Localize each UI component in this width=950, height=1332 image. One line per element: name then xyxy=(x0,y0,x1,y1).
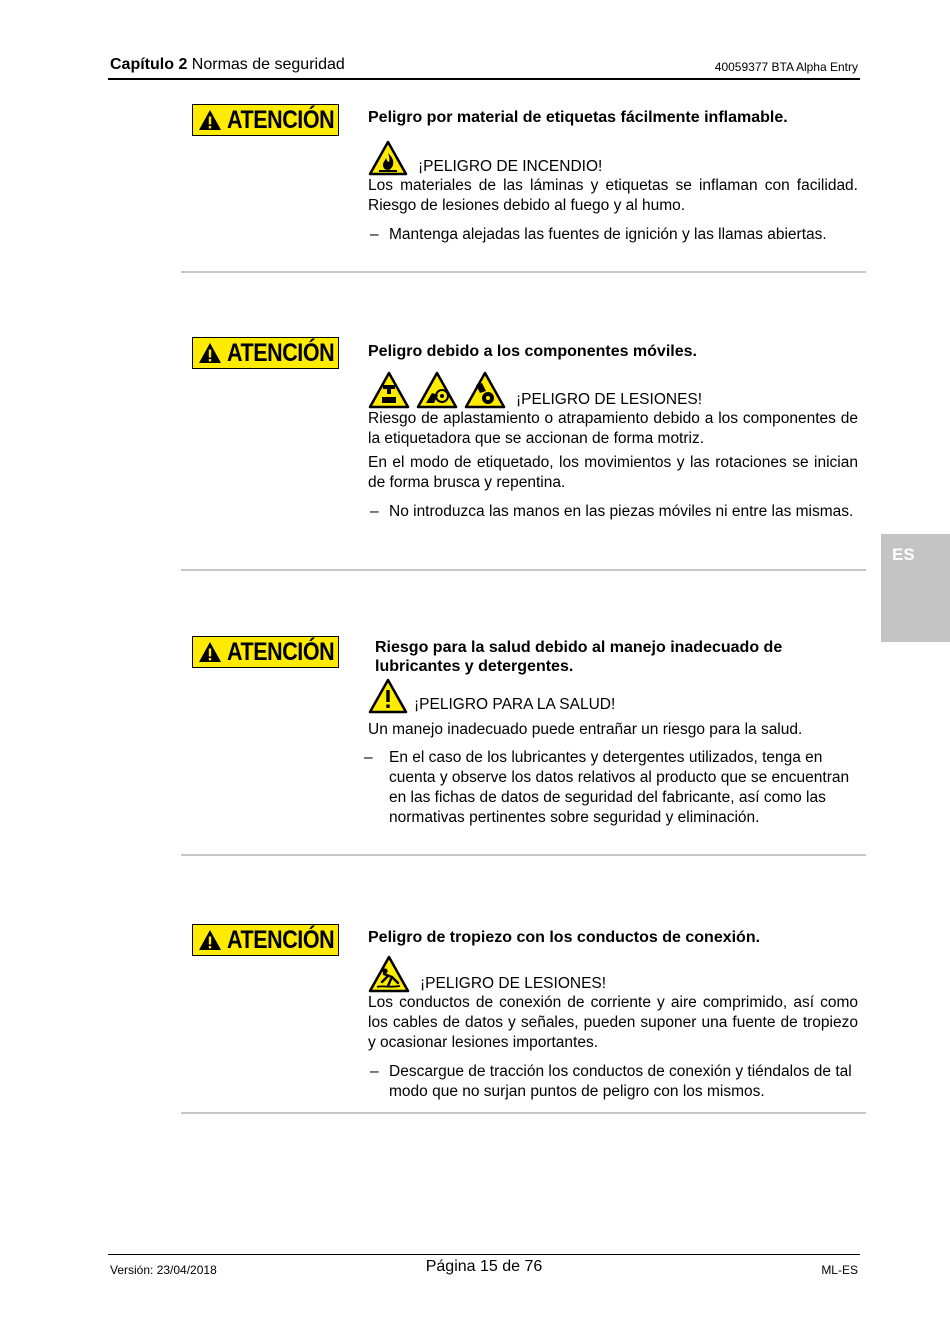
warning-paragraph: Los conductos de conexión de corriente y aire comprimido, así como los cables de datos y señales, pueden suponer una fuente de tropiezo y ocasionar lesiones importantes. xyxy=(368,994,858,1051)
chapter-heading xyxy=(110,56,345,74)
danger-label: ¡PELIGRO DE INCENDIO! xyxy=(418,158,603,175)
warning-paragraph: Los materiales de las láminas y etiquetas se inflaman con facilidad. Riesgo de lesiones debido al fuego y al humo. xyxy=(368,177,858,214)
attention-label: ATENCIÓN xyxy=(227,926,335,954)
warning-title: Peligro de tropiezo con los conductos de conexión. xyxy=(368,929,761,946)
warning-content xyxy=(368,928,858,1102)
bullet-text: Descargue de tracción los conductos de conexión y tiéndalos de tal modo que no surjan puntos de peligro con los mismos. xyxy=(389,1063,852,1100)
bullet-item: – Mantenga alejadas las fuentes de ignición y las llamas abiertas. xyxy=(370,226,827,243)
attention-badge xyxy=(192,337,339,369)
danger-label: ¡PELIGRO PARA LA SALUD! xyxy=(414,696,616,713)
general-warning-icon xyxy=(368,678,408,714)
warning-paragraph: Un manejo inadecuado puede entrañar un riesgo para la salud. xyxy=(368,721,803,738)
fire-warning-icon xyxy=(368,140,408,176)
hazard-line xyxy=(368,140,858,176)
warning-triangle-icon xyxy=(198,109,222,131)
bullet-text: En el caso de los lubricantes y detergentes utilizados, tenga en cuenta y observe los datos relativos al producto que se encuentran en las fichas de datos de seguridad del fabricante, así como las normativas pertinentes sobre seguridad y eliminación. xyxy=(389,749,850,826)
warning-block-3 xyxy=(181,627,866,856)
chapter-title: Normas de seguridad xyxy=(191,56,345,73)
bullet-text: Mantenga alejadas las fuentes de ignición y las llamas abiertas. xyxy=(389,226,827,243)
hazard-icons xyxy=(368,371,506,409)
language-code-footer: ML-ES xyxy=(821,1263,858,1277)
bullet-text: No introduzca las manos en las piezas móviles ni entre las mismas. xyxy=(389,503,854,520)
hazard-line xyxy=(368,678,858,714)
language-tab xyxy=(881,534,950,642)
trip-hazard-icon xyxy=(368,955,410,993)
crush-hazard-icon xyxy=(368,371,410,409)
warning-content xyxy=(364,638,858,828)
language-code: ES xyxy=(892,545,915,564)
attention-badge xyxy=(192,636,339,668)
warning-triangle-icon xyxy=(198,641,222,663)
danger-label: ¡PELIGRO DE LESIONES! xyxy=(516,391,703,408)
hazard-line xyxy=(368,955,858,993)
warning-title: Peligro debido a los componentes móviles. xyxy=(368,343,697,360)
document-id: 40059377 BTA Alpha Entry xyxy=(714,60,858,74)
warning-block-2 xyxy=(181,329,866,571)
version-date: Versión: 23/04/2018 xyxy=(110,1263,217,1277)
warning-content xyxy=(368,108,858,245)
warning-paragraph: En el modo de etiquetado, los movimientos y las rotaciones se inician de forma brusca y repentina. xyxy=(368,454,858,491)
hazard-line xyxy=(368,371,858,409)
warning-content xyxy=(368,342,858,522)
danger-label: ¡PELIGRO DE LESIONES! xyxy=(420,975,607,992)
attention-badge xyxy=(192,104,339,136)
bullet-item: – No introduzca las manos en las piezas móviles ni entre las mismas. xyxy=(370,503,854,520)
roller-hazard-icon xyxy=(464,371,506,409)
bullet-item: – Descargue de tracción los conductos de conexión y tiéndalos de tal modo que no surjan puntos de peligro con los mismos. xyxy=(370,1063,852,1100)
page-number: Página 15 de 76 xyxy=(425,1258,543,1275)
attention-label: ATENCIÓN xyxy=(227,106,335,134)
attention-label: ATENCIÓN xyxy=(227,638,335,666)
hand-entanglement-icon xyxy=(416,371,458,409)
bullet-item: – En el caso de los lubricantes y detergentes utilizados, tenga en cuenta y observe los datos relativos al producto que se encuentran en las fichas de datos de seguridad del fabricante, así como las normativas pertinentes sobre seguridad y eliminación. xyxy=(364,749,850,826)
page-header xyxy=(108,56,860,80)
page-footer xyxy=(108,1254,860,1281)
warning-triangle-icon xyxy=(198,342,222,364)
attention-badge xyxy=(192,924,339,956)
warning-block-1 xyxy=(181,96,866,273)
warning-paragraph: Riesgo de aplastamiento o atrapamiento debido a los componentes de la etiquetadora que se accionan de forma motriz. xyxy=(368,410,858,447)
warning-title: Peligro por material de etiquetas fácilmente inflamable. xyxy=(368,109,788,126)
warning-title: Riesgo para la salud debido al manejo inadecuado de lubricantes y detergentes. xyxy=(375,639,783,675)
attention-label: ATENCIÓN xyxy=(227,339,335,367)
warning-triangle-icon xyxy=(198,929,222,951)
warning-block-4 xyxy=(181,916,866,1114)
chapter-number: Capítulo 2 xyxy=(110,56,188,73)
